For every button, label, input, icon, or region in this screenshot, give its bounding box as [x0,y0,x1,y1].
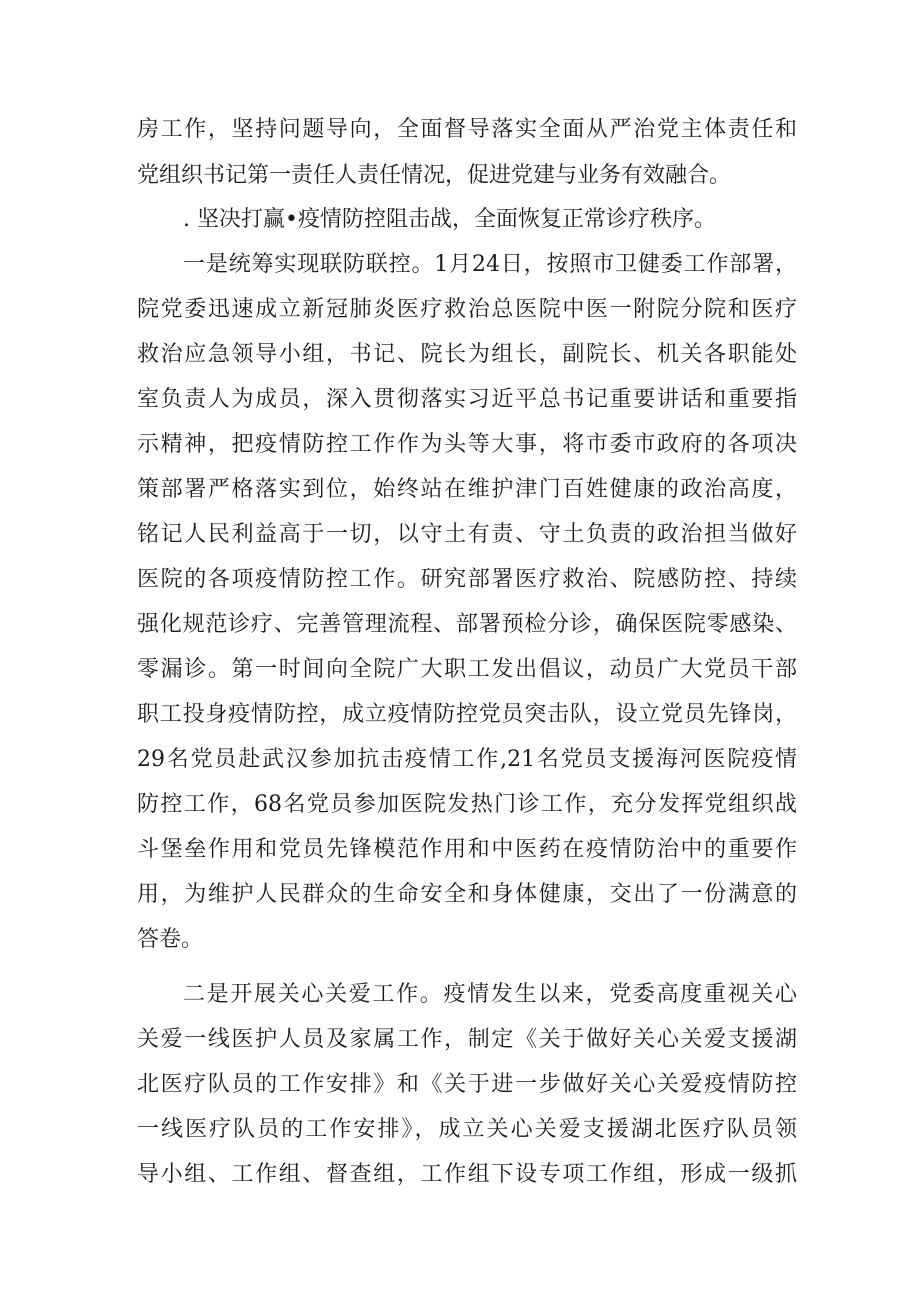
text-line: 策部署严格落实到位，始终站在维护津门百姓健康的政治高度， [137,477,797,502]
text-line: 导小组、工作组、督查组，工作组下设专项工作组，形成一级抓 [137,1162,797,1187]
text-line: 房工作，坚持问题导向，全面督导落实全面从严治党主体责任和 [137,117,797,142]
text-line: 救治应急领导小组，书记、院长为组长，副院长、机关各职能处 [137,342,797,367]
text-line: 一线医疗队员的工作安排》，成立关心关爱支援湖北医疗队员领 [137,1117,797,1142]
text-line: 29名党员赴武汉参加抗击疫情工作,21名党员支援海河医院疫情 [137,747,797,772]
text-line: 示精神，把疫情防控工作作为头等大事，将市委市政府的各项决 [137,432,797,457]
text-line: 关爱一线医护人员及家属工作，制定《关于做好关心关爱支援湖 [137,1027,797,1052]
text-line: 二是开展关心关爱工作。疫情发生以来，党委高度重视关心 [183,982,797,1007]
text-line: 室负责人为成员，深入贯彻落实习近平总书记重要讲话和重要指 [137,387,797,412]
text-line: 一是统筹实现联防联控。1月24日，按照市卫健委工作部署， [183,252,797,277]
text-line: 铭记人民利益高于一切，以守土有责、守土负责的政治担当做好 [137,522,797,547]
section-heading: . 坚决打赢•疫情防控阻击战，全面恢复正常诊疗秩序。 [183,207,716,232]
text-line: 医院的各项疫情防控工作。研究部署医疗救治、院感防控、持续 [137,567,797,592]
text-line: 强化规范诊疗、完善管理流程、部署预检分诊，确保医院零感染、 [137,612,797,637]
text-line: 防控工作，68名党员参加医院发热门诊工作，充分发挥党组织战 [137,792,797,817]
text-line: 职工投身疫情防控，成立疫情防控党员突击队，设立党员先锋岗， [137,702,797,727]
text-line: 用，为维护人民群众的生命安全和身体健康，交出了一份满意的 [137,882,797,907]
text-line: 答卷。 [137,927,204,952]
text-line: 北医疗队员的工作安排》和《关于进一步做好关心关爱疫情防控 [137,1072,797,1097]
text-line: 零漏诊。第一时间向全院广大职工发出倡议，动员广大党员干部 [137,657,797,682]
text-line: 斗堡垒作用和党员先锋模范作用和中医药在疫情防治中的重要作 [137,837,797,862]
text-line: 院党委迅速成立新冠肺炎医疗救治总医院中医一附院分院和医疗 [137,297,797,322]
text-line: 党组织书记第一责任人责任情况，促进党建与业务有效融合。 [137,163,732,188]
